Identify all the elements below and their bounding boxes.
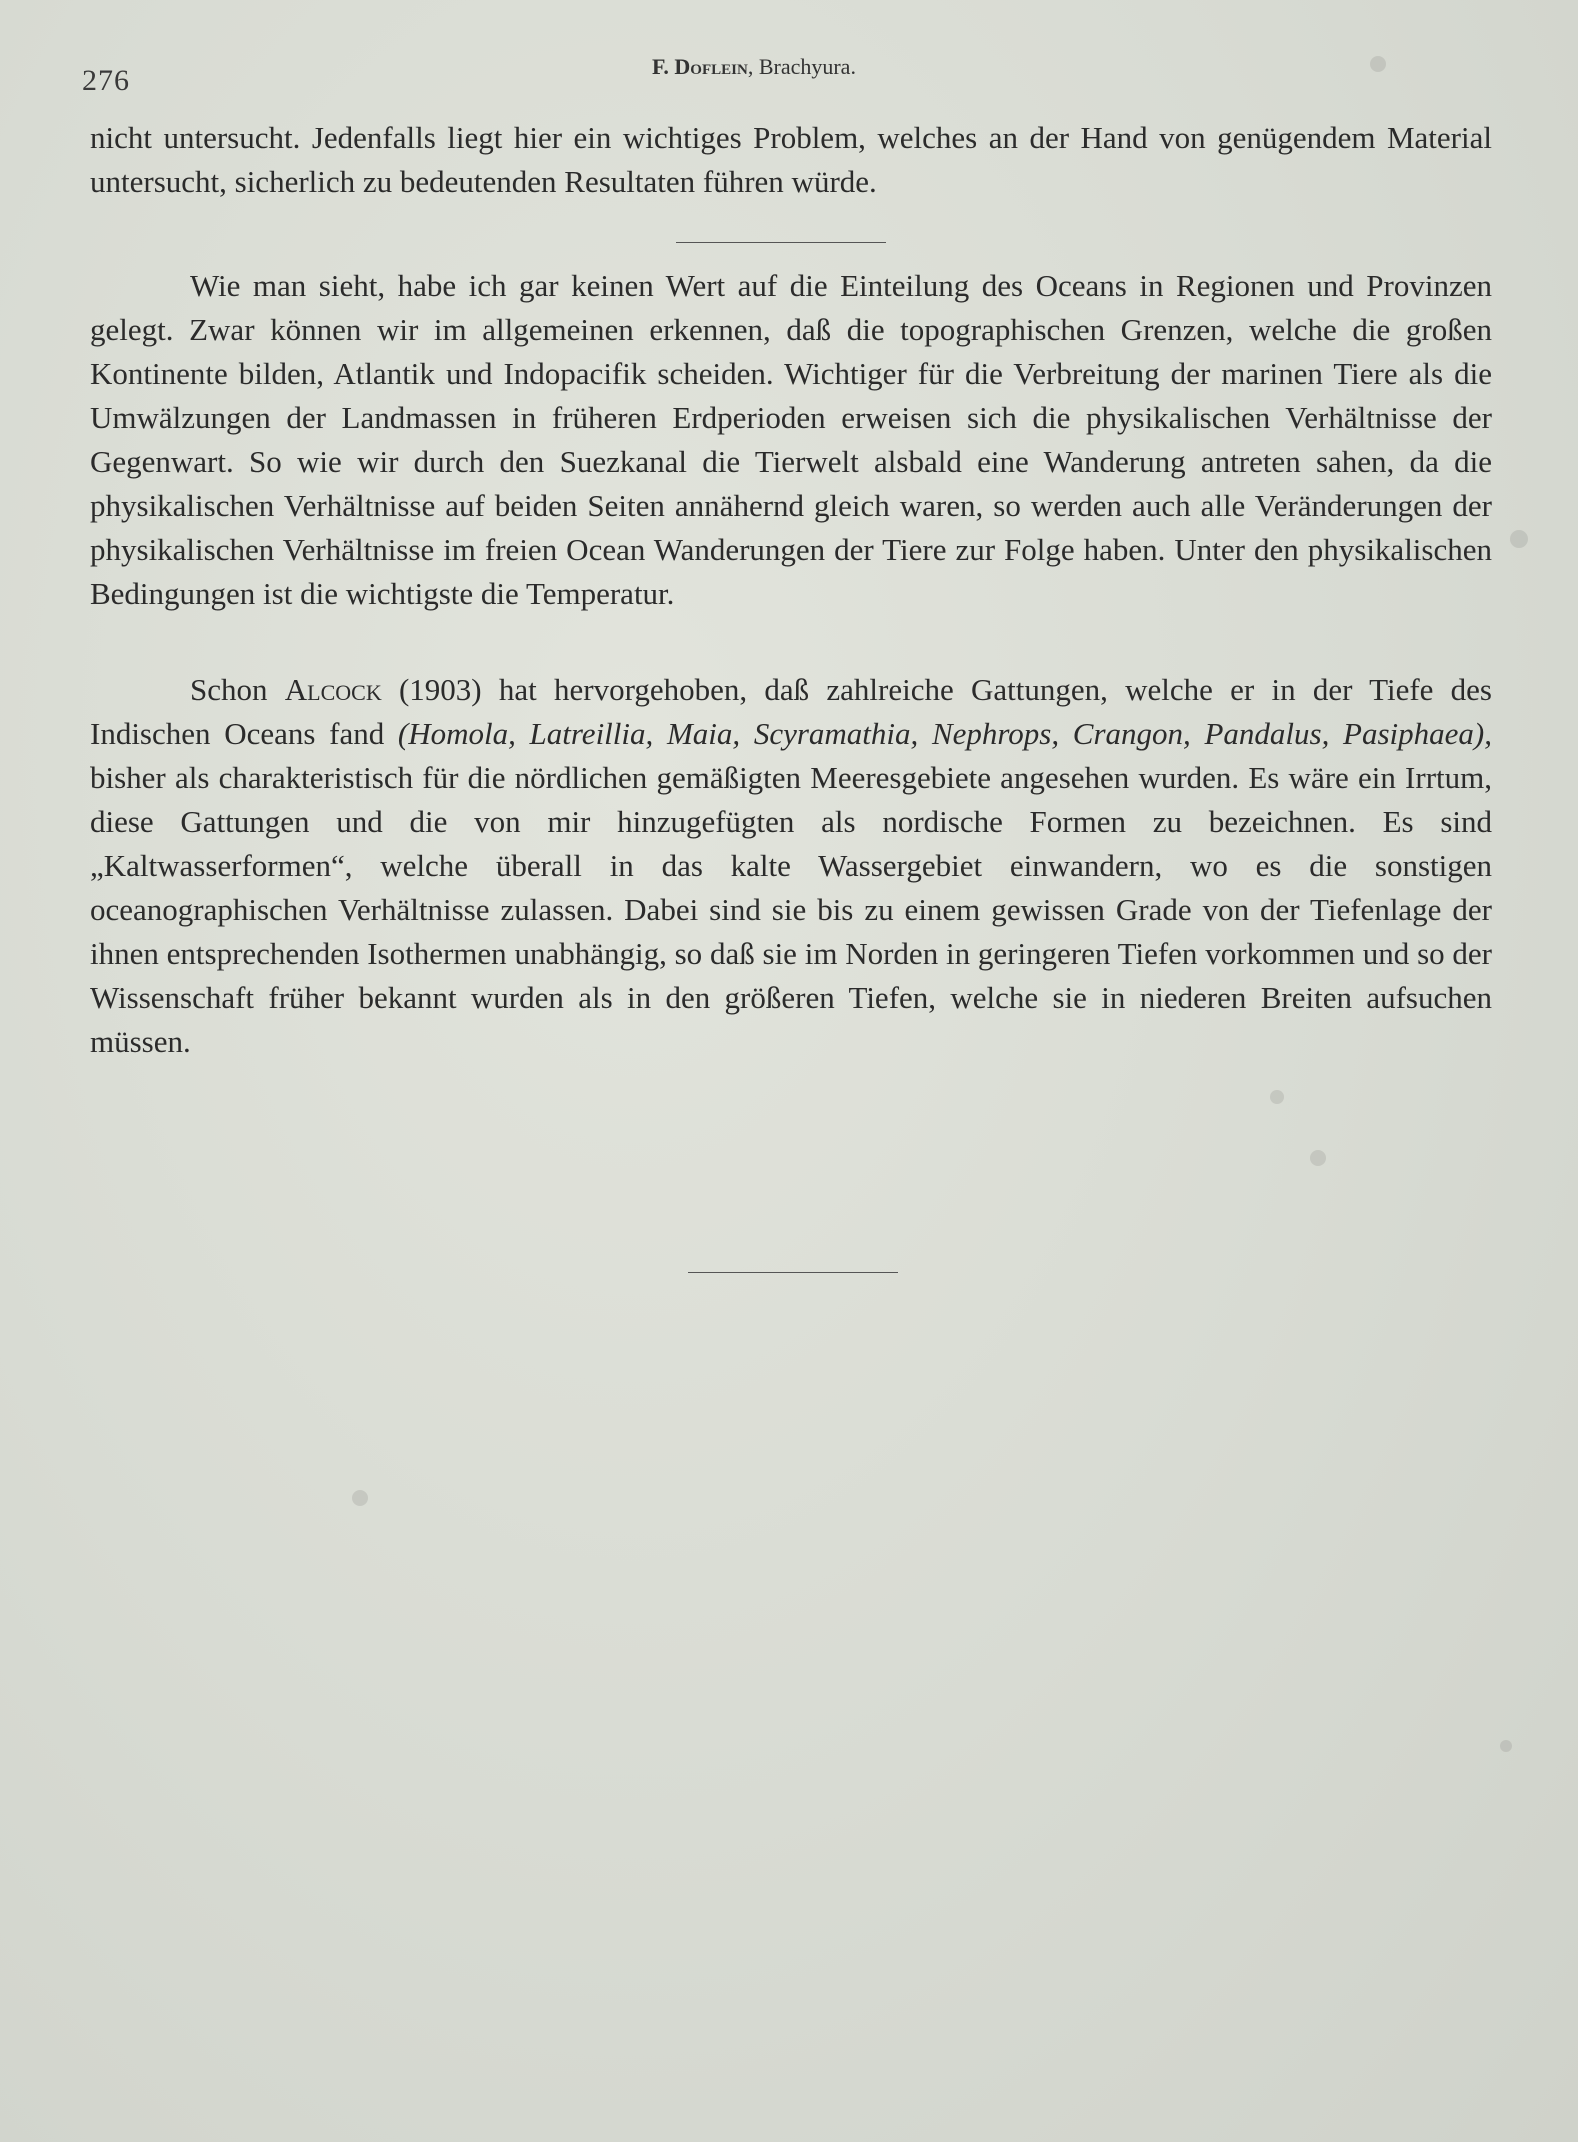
- page-header: [82, 52, 1496, 97]
- paper-spot: [1500, 1740, 1512, 1752]
- paper-spot: [1310, 1150, 1326, 1166]
- paragraph-3-mid: (1903) hat hervorgehoben, daß zahlreiche Gattungen, welche er in der Tiefe des Indischen Oceans fand: [90, 672, 1493, 751]
- paragraph-3-end: bisher als charakteristisch für die nördlichen gemäßigten Meeresgebiete angesehen wurden. Es wäre ein Irrtum, diese Gattungen und die von mir hinzugefügten als nordische Formen zu bezeichnen. Es sind „Kaltwasserformen“, welche überall in das kalte Wassergebiet einwandern, wo es die sonstigen oceanographischen Verhältnisse zulassen. Dabei sind sie bis zu einem gewissen Grade von der Tiefenlage der ihnen entsprechenden Isothermen unabhängig, so daß sie im Norden in geringeren Tiefen vorkommen und so der Wissenschaft früher bekannt wurden als in den größeren Tiefen, welche sie in niederen Breiten aufsuchen müssen.: [90, 760, 1492, 1059]
- paper-spot: [1270, 1090, 1284, 1104]
- paragraph-2: Wie man sieht, habe ich gar keinen Wert auf die Einteilung des Oceans in Regionen und Provinzen gelegt. Zwar können wir im allgemeinen erkennen, daß die topographischen Grenzen, welche die großen Kontinente bilden, Atlantik und Indopacifik scheiden. Wichtiger für die Verbreitung der marinen Tiere als die Umwälzungen der Landmassen in früheren Erdperioden erweisen sich die physikalischen Verhältnisse der Gegenwart. So wie wir durch den Suezkanal die Tierwelt alsbald eine Wanderung antreten sahen, da die physikalischen Verhältnisse auf beiden Seiten annähernd gleich waren, so werden auch alle Veränderungen der physikalischen Verhältnisse im freien Ocean Wanderungen der Tiere zur Folge haben. Unter den physikalischen Bedingungen ist die wichtigste die Temperatur.: [90, 268, 1492, 611]
- section-divider: [676, 242, 886, 243]
- paper-spot: [1510, 530, 1528, 548]
- end-divider: [688, 1272, 898, 1273]
- paper-spot: [352, 1490, 368, 1506]
- cited-author: Alcock: [284, 672, 382, 707]
- running-head: [652, 54, 856, 80]
- running-head-author: F. Doflein: [652, 54, 748, 79]
- running-head-title: , Brachyura.: [747, 54, 856, 79]
- paragraph-1: nicht untersucht. Jedenfalls liegt hier ein wichtiges Problem, welches an der Hand von genügendem Material untersucht, sicherlich zu bedeutenden Resultaten führen würde.: [90, 120, 1492, 199]
- page-number: 276: [82, 64, 130, 97]
- paragraph-3: [90, 668, 1492, 1064]
- paragraph-3-start: Schon: [190, 672, 285, 707]
- genera-list: (Homola, Latreillia, Maia, Scyramathia, Nephrops, Crangon, Pandalus, Pasiphaea),: [397, 716, 1492, 751]
